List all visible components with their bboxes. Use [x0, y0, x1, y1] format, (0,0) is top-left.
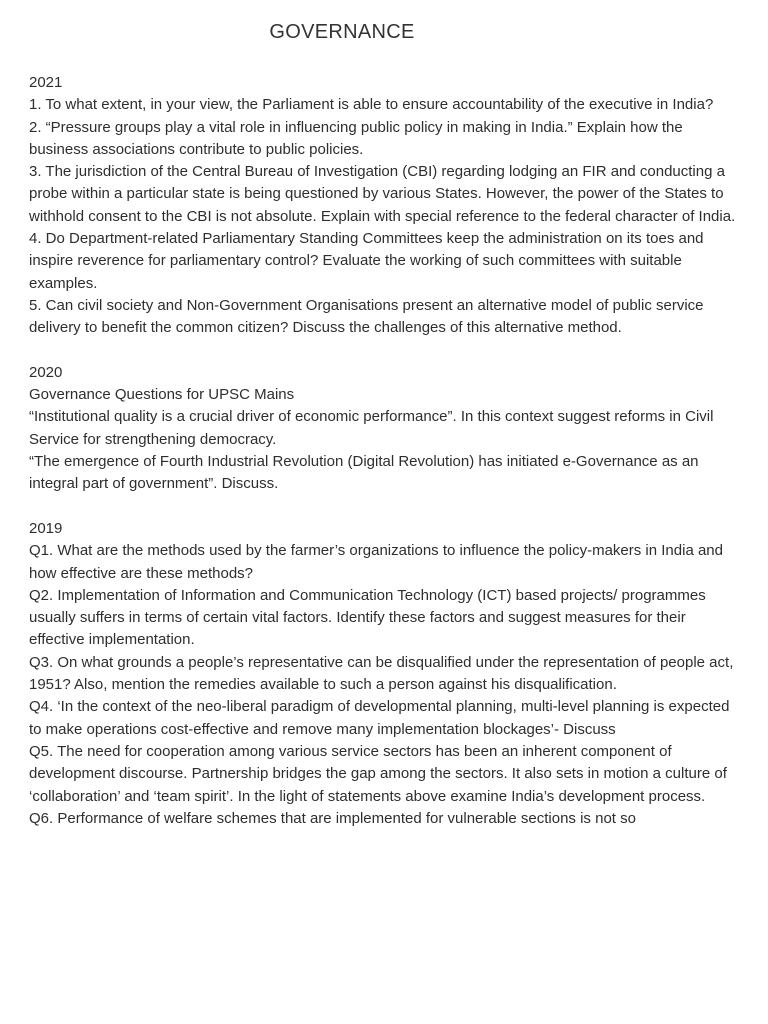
section-2020 — [29, 362, 741, 496]
question-item: Q1. What are the methods used by the farmer’s organizations to influence the policy-makers in India and how effective are these methods? — [29, 542, 723, 582]
question-item: Q5. The need for cooperation among various service sectors has been an inherent component of development discourse. Partnership bridges the gap among the sectors. It also sets in motion a culture of ‘collaboration’ and ‘team spirit’. In the light of statements above examine India’s development process. — [29, 742, 727, 805]
page-title: GOVERNANCE — [269, 21, 415, 43]
question-item: 5. Can civil society and Non-Government Organisations present an alternative model of public service delivery to benefit the common citizen? Discuss the challenges of this alternative method. — [29, 296, 704, 337]
question-item: “Institutional quality is a crucial driver of economic performance”. In this context suggest reforms in Civil Service for strengthening democracy. — [29, 408, 714, 448]
question-item: “The emergence of Fourth Industrial Revolution (Digital Revolution) has initiated e-Governance as an integral part of government”. Discuss. — [29, 453, 699, 493]
question-item: 1. To what extent, in your view, the Parliament is able to ensure accountability of the executive in India? — [29, 96, 714, 114]
question-item: Q3. On what grounds a people’s representative can be disqualified under the representation of people act, 1951? Also, mention the remedies available to such a person against his disqualification. — [29, 653, 734, 694]
question-item: Q6. Performance of welfare schemes that are implemented for vulnerable sections is not so — [29, 809, 636, 827]
question-item: 2. “Pressure groups play a vital role in influencing public policy in making in India.” Explain how the business associations contribute to public policies. — [29, 118, 683, 158]
document-body — [29, 72, 741, 852]
question-item: Q4. ‘In the context of the neo-liberal paradigm of developmental planning, multi-level planning is expected to make operations cost-effective and remove many implementation blockages’- Discuss — [29, 698, 730, 738]
question-item: Q2. Implementation of Information and Communication Technology (ICT) based projects/ programmes usually suffers in terms of certain vital factors. Identify these factors and suggest measures for their effective implementation. — [29, 586, 706, 649]
section-2019 — [29, 518, 741, 830]
section-year: 2021 — [29, 74, 63, 91]
section-year: 2020 — [29, 363, 63, 381]
section-subheading: Governance Questions for UPSC Mains — [29, 386, 295, 404]
question-item: 4. Do Department-related Parliamentary Standing Committees keep the administration on its toes and inspire reverence for parliamentary control? Evaluate the working of such committees with suitable examples. — [29, 230, 704, 292]
question-item: 3. The jurisdiction of the Central Bureau of Investigation (CBI) regarding lodging an FIR and conducting a probe within a particular state is being questioned by various States. However, the power of the States to withhold consent to the CBI is not absolute. Explain with special reference to the federal character of India. — [29, 163, 736, 225]
section-2021 — [29, 72, 741, 340]
section-year: 2019 — [29, 519, 63, 537]
